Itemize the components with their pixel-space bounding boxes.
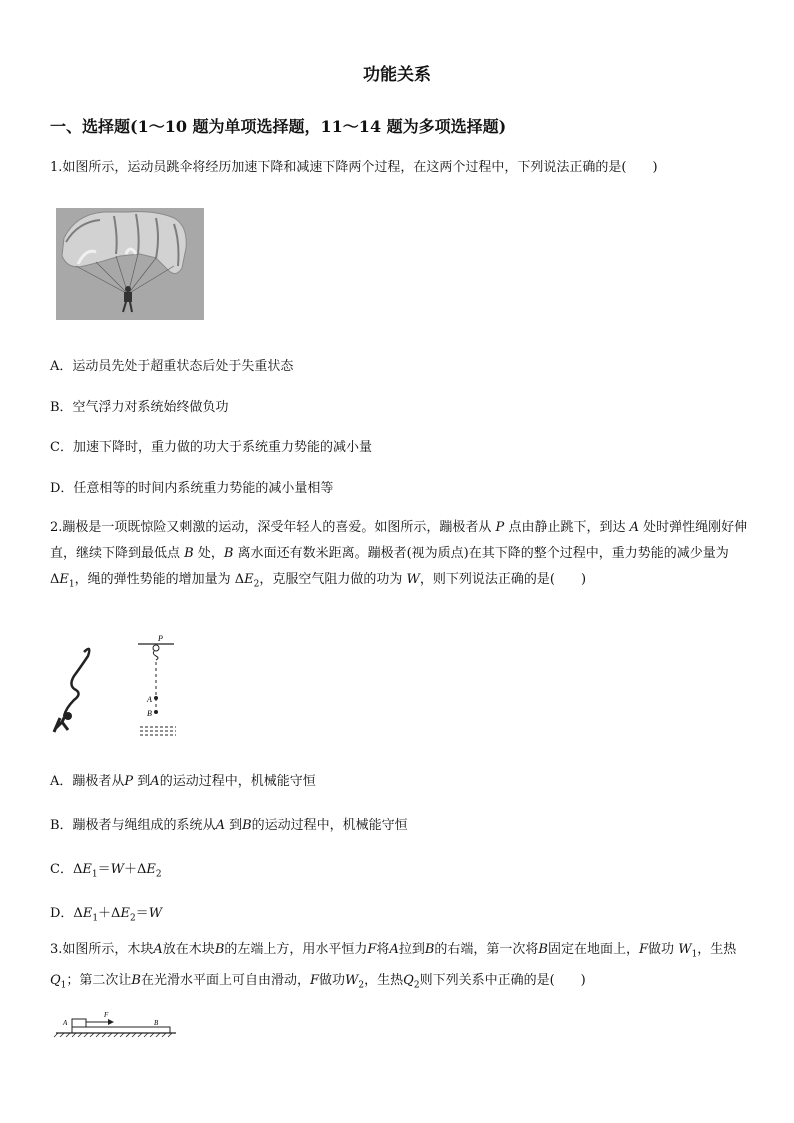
q2-option-b: B．蹦极者与绳组成的系统从A 到B的运动过程中，机械能守恒 bbox=[50, 818, 408, 833]
figure-label-b: B bbox=[154, 1019, 159, 1027]
figure-label-b: B bbox=[147, 709, 152, 718]
q1-option-a: A．运动员先处于超重状态后处于失重状态 bbox=[50, 359, 294, 374]
q1-option-b: B．空气浮力对系统始终做负功 bbox=[50, 400, 229, 415]
bungee-figure bbox=[44, 632, 184, 738]
q2-option-a: A．蹦极者从P 到A的运动过程中，机械能守恒 bbox=[50, 774, 316, 789]
q3-stem: 3.如图所示，木块A放在木块B的左端上方，用水平恒力F将A拉到B的右端，第一次将B固定在地面上，F做功 $W_1$，生热$Q_1$；第二次让B在光滑水平面上可自由滑动，F做功$W_2$，生热$Q_2$则下列关系中正确的是( ) bbox=[50, 942, 737, 991]
q2-stem: 2.蹦极是一项既惊险又刺激的运动，深受年轻人的喜爱。如图所示，蹦极者从 P 点由静止跳下，到达 A 处时弹性绳刚好伸直，继续下降到最低点 B 处，B 离水面还有数米距离。蹦极者(视为质点)在其下降的整个过程中，重力势能的减少量为 $\Delta E_1$，绳的弹性势能的增加量为 $\Delta E_2$，克服空气阻力做的功为 W，则下列说法正确的是( ) bbox=[50, 520, 748, 590]
figure-label-p: P bbox=[158, 634, 163, 643]
q2-option-c: C．$\Delta E_1=W+\Delta E_2$ bbox=[50, 862, 162, 880]
figure-label-f: F bbox=[104, 1011, 109, 1019]
q1-stem: 1.如图所示，运动员跳伞将经历加速下降和减速下降两个过程，在这两个过程中，下列说法正确的是( ) bbox=[50, 160, 658, 175]
page-title: 功能关系 bbox=[363, 65, 431, 85]
q2-option-d: D．$\Delta E_1+\Delta E_2=W$ bbox=[50, 906, 163, 924]
figure-label-a: A bbox=[147, 695, 152, 704]
figure-label-a: A bbox=[63, 1019, 68, 1027]
q1-option-d: D．任意相等的时间内系统重力势能的减小量相等 bbox=[50, 481, 334, 496]
blocks-figure bbox=[52, 1008, 182, 1038]
parachute-image bbox=[56, 208, 204, 320]
q1-option-c: C．加速下降时，重力做的功大于系统重力势能的减小量 bbox=[50, 440, 372, 455]
section-heading: 一、选择题(1～10 题为单项选择题，11～14 题为多项选择题) bbox=[50, 117, 507, 136]
